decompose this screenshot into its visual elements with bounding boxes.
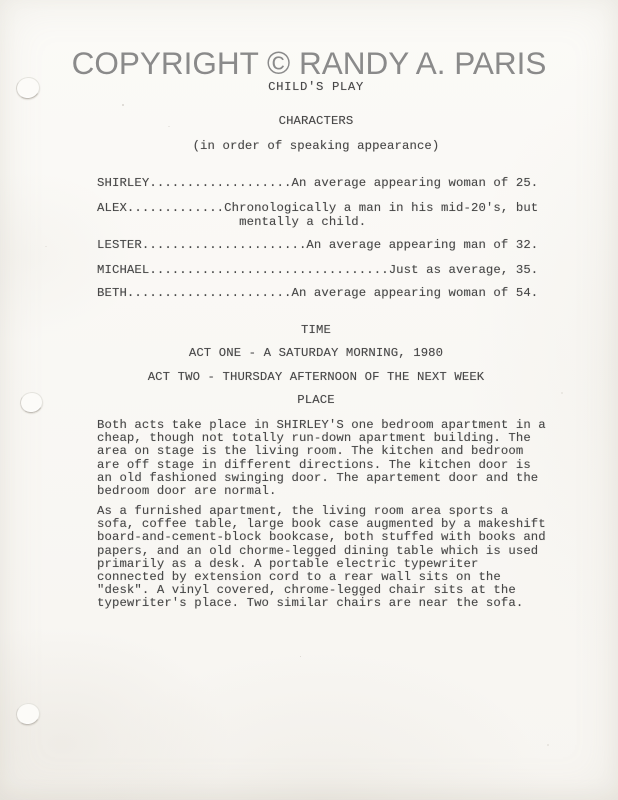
scan-speck (45, 246, 47, 247)
time-heading: TIME (301, 323, 331, 337)
character-entry-alex: ALEX.............Chronologically a man in his mid-20's, but mentally a child. (97, 201, 539, 229)
scan-speck (122, 104, 124, 106)
characters-subheading: (in order of speaking appearance) (192, 139, 440, 153)
act-one-line: ACT ONE - A SATURDAY MORNING, 1980 (188, 346, 444, 360)
punch-hole-bottom (14, 701, 42, 728)
scan-speck (547, 744, 549, 746)
act-two-line: ACT TWO - THURSDAY AFTERNOON OF THE NEXT WEEK (147, 370, 485, 384)
character-entry-shirley: SHIRLEY...................An average appearing woman of 25. (97, 176, 539, 190)
scan-speck (300, 656, 301, 657)
place-heading: PLACE (297, 393, 335, 407)
character-entry-lester: LESTER......................An average appearing man of 32. (97, 238, 539, 252)
play-title: CHILD'S PLAY (268, 80, 364, 94)
character-entry-beth: BETH......................An average appearing woman of 54. (97, 286, 539, 300)
place-paragraph-2: As a furnished apartment, the living room area sports a sofa, coffee table, large book case augmented by a makeshift board-and-cement-block bookcase, both stuffed with books and papers, and an old chorme-legged dining table which is used primarily as a desk. A portable electric typewriter connected by extension cord to a rear wall sits on the "desk". A vinyl covered, chrome-legged chair sits at the typewriter's place. Two similar chairs are near the sofa. (97, 504, 546, 611)
copyright-title: COPYRIGHT © RANDY A. PARIS (71, 45, 547, 81)
place-paragraph-1: Both acts take place in SHIRLEY'S one bedroom apartment in a cheap, though not totally run-down apartment building. The area on stage is the living room. The kitchen and bedroom are off stage in different directions. The kitchen door is an old fashioned swinging door. The apartement door and the bedroom door are normal. (97, 418, 546, 499)
characters-heading: CHARACTERS (278, 114, 354, 128)
character-entry-michael: MICHAEL................................Just as average, 35. (97, 263, 539, 277)
